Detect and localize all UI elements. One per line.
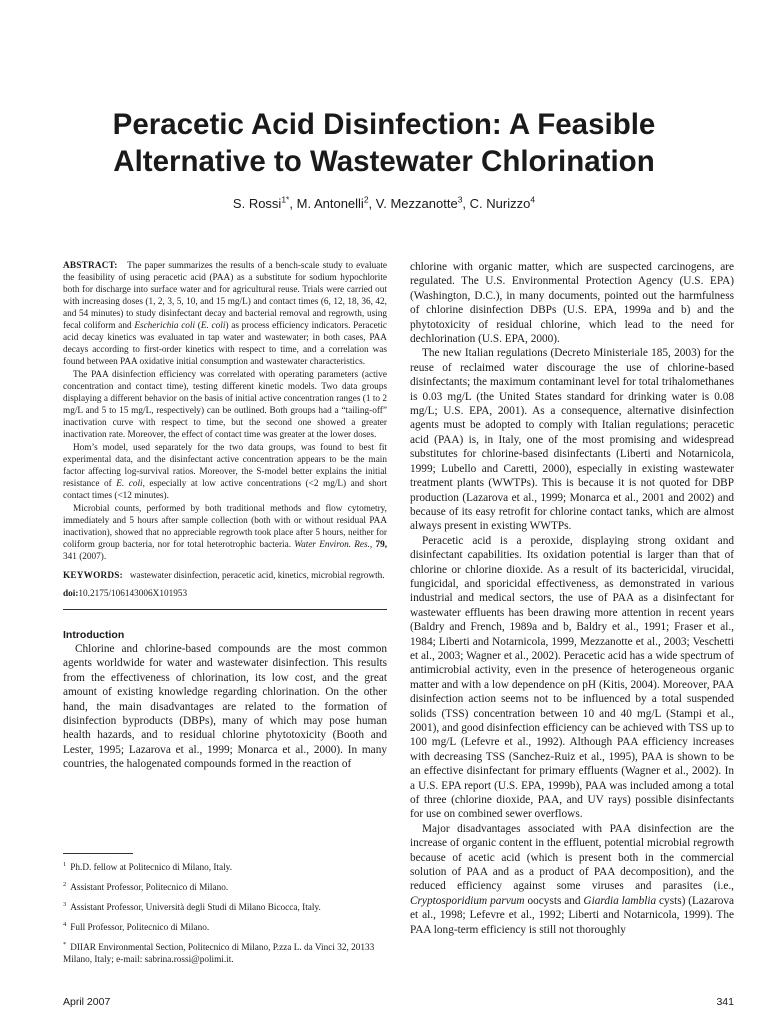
body-text: cysts) (Lazarova et al., 1998; Lefevre et al., 1992; Liberti and Notarnicola, 1999). The PAA long-term efficiency is still not thoroughly	[410, 894, 735, 936]
doi-value[interactable]: 10.2175/106143006X101953	[78, 589, 188, 599]
footnote-mark: 1	[63, 861, 67, 868]
abstract-label: ABSTRACT:	[63, 261, 118, 271]
footnote-mark: 3	[63, 901, 67, 909]
abstract-text: ) as process efficiency indicators. Peracetic acid decay kinetics was evaluated in tap water and wastewater; in both cases, PAA decays according to first-order kinetics with respect to time, and a correlation was found between PAA oxidative initial consumption and wastewater characteristics.	[63, 321, 387, 367]
footnote	[63, 939, 387, 966]
abstract-text: 341 (2007).	[63, 552, 107, 562]
footnote	[63, 859, 387, 874]
author-separator: ,	[368, 196, 376, 211]
author-separator: ,	[289, 196, 297, 211]
journal-name: Water Environ. Res.,	[294, 540, 373, 550]
right-column	[410, 260, 734, 937]
footnotes	[63, 859, 387, 971]
footnote-text: DIIAR Environmental Section, Politecnico di Milano, P.zza L. da Vinci 32, 20133 Milano, Italy; e-mail: sabrina.rossi@polimi.it.	[63, 943, 375, 966]
species-name: Cryptosporidium parvum	[410, 894, 525, 907]
abstract-paragraph	[63, 442, 387, 502]
footnote-divider	[63, 853, 133, 854]
section-divider	[63, 609, 387, 610]
body-paragraph: Chlorine and chlorine-based compounds are the most common agents worldwide for water and wastewater disinfection. This results from the effectiveness of chlorination, its low cost, and the great amount of existing knowledge regarding chlorination. On the other hand, the main disadvantages are related to the formation of disinfection byproducts (DBPs), many of which may pose human health hazards, and to residual chlorine phytotoxicity (Booth and Lester, 1995; Lazarova et al., 1999; Monarca et al., 2000). In many countries, the halogenated compounds formed in the reaction of	[63, 643, 387, 771]
author-separator: ,	[462, 196, 470, 211]
abstract-paragraph	[63, 260, 387, 368]
author-affiliation-mark: 3	[457, 194, 463, 205]
keywords-label: KEYWORDS:	[63, 571, 123, 581]
section-heading-introduction: Introduction	[63, 629, 125, 641]
footnote-mark: 2	[63, 881, 67, 889]
abstract-text: The paper summarizes the results of a bench-scale study to evaluate the feasibility of using peracetic acid (PAA) as a substitute for sodium hypochlorite both for discharge into surface water and for agricultural reuse. Trials were carried out with increasing doses (1, 2, 3, 5, 10, and 15 mg/L) and contact times (6, 12, 18, 36, 42, and 54 minutes) to study disinfectant decay and bacterial removal and regrowth, using fecal coliform and	[63, 261, 387, 331]
author-name: V. Mezzanotte	[375, 196, 458, 211]
body-paragraph	[410, 822, 734, 937]
abstract-text: (	[197, 321, 201, 331]
body-text: oocysts and	[527, 894, 581, 907]
footer-date: April 2007	[63, 996, 111, 1008]
introduction-body	[63, 642, 387, 772]
author-affiliation-mark: 2	[363, 194, 369, 205]
footnote-mark: 4	[63, 921, 67, 929]
page-number: 341	[716, 996, 734, 1008]
keywords	[63, 570, 387, 582]
species-name: Giardia lamblia	[583, 894, 657, 907]
abstract-paragraph	[63, 503, 387, 563]
author-affiliation-mark: 4	[530, 194, 536, 205]
title-line-2: Alternative to Wastewater Chlorination	[113, 145, 655, 178]
author-name: C. Nurizzo	[469, 196, 531, 211]
abstract-italic: E. coli	[116, 479, 143, 489]
abstract-text: Hom’s model, used separately for the two data groups, was found to best fit experimental data, and the disinfectant active concentration appears to be the main factor affecting log-survival ratios. Moreover, the S-model better explains the initial resistance of	[63, 443, 387, 489]
abstract-text: , especially at low active concentrations (<2 mg/L) and short contact times (<12 minutes).	[63, 479, 388, 501]
footnote-text: Assistant Professor, Politecnico di Milano.	[70, 883, 229, 894]
doi-label: doi:	[63, 589, 79, 599]
body-paragraph: Peracetic acid is a peroxide, displaying strong oxidant and disinfectant capabilities. Its oxidation potential is larger than that of chlorine or chlorine dioxide. As a result of its bactericidal, virucidal, fungicidal, and sporicidal effectiveness, as demonstrated in various industrial and medical sectors, the use of PAA as a disinfectant for wastewater effluents has been drawing more attention in recent years (Baldry and French, 1989a and b, Baldry et al., 1991; Fraser et al., 1984; Liberti and Notarnicola, 1999, Mezzanotte et al., 2003; Veschetti et al., 2003; Wagner et al., 2002). Peracetic acid has a wide spectrum of antimicrobial activity, even in the presence of heterogeneous organic matter and with a low dependence on pH (Kitis, 2004). Moreover, PAA disinfection action seems not to be influenced by a total suspended solids (TSS) concentration between 10 and 40 mg/L (Stampi et al., 2001), and good disinfection efficiency can be achieved with TSS up to 100 mg/L (Lefevre et al., 1992). Although PAA efficiency increases with decreasing TSS (Sanchez-Ruiz et al., 1995), PAA is shown to be an effective disinfectant for primary effluents (Wagner et al., 2002). In a U.S. EPA report (U.S. EPA, 1999b), PAA was included among a total of three (chlorine dioxide, PAA, and UV rays) possible disinfectants for use on combined sewer overflows.	[410, 534, 734, 821]
body-paragraph: The new Italian regulations (Decreto Ministeriale 185, 2003) for the reuse of reclaimed water discourage the use of chlorine-based disinfectants; the maximum contaminant level for total trihalomethanes is 0.03 mg/L (the United States standard for drinking water is 0.08 mg/L; U.S. EPA, 2001). As a consequence, alternative disinfection agents must be adopted to comply with Italian regulations; peracetic acid (PAA) is, in Italy, one of the most promising and widespread substitutes for chlorine-based disinfectants (Liberti and Notarnicola, 1999; Lubello and Caretti, 2000), especially in existing wastewater treatment plants (WWTPs). This is because it is not quoted for DBP production (Lazarova et al., 1999; Monarca et al., 2001 and 2002) and because of its easy retrofit for chlorine contact tanks, which are almost always present in existing WWTPs.	[410, 347, 734, 533]
abstract	[63, 260, 387, 563]
abstract-text: Microbial counts, performed by both traditional methods and flow cytometry, immediately and 5 hours after sample collection (both with or without residual PAA inactivation), showed that no appreciable regrowth took place after 5 hours, neither for coliform group bacteria, nor for total heterotrophic bacteria.	[63, 504, 387, 550]
abstract-italic: E. coli	[200, 321, 226, 331]
author-name: S. Rossi	[232, 196, 282, 211]
body-text: Major disadvantages associated with PAA disinfection are the increase of organic content in the effluent, potential microbial regrowth because of acetic acid (which is present both in the commercial solution of PAA and as a product of PAA decomposition), and the reduced efficiency against some viruses and parasites (i.e.,	[410, 822, 734, 893]
footnote	[63, 919, 387, 934]
footnote	[63, 879, 387, 894]
journal-volume: 79,	[375, 540, 388, 550]
abstract-italic: Escherichia coli	[134, 321, 196, 331]
footnote-text: Full Professor, Politecnico di Milano.	[70, 923, 210, 934]
left-column	[63, 260, 387, 772]
footnote-text: Ph.D. fellow at Politecnico di Milano, Italy.	[70, 863, 233, 874]
footnote-text: Assistant Professor, Università degli Studi di Milano Bicocca, Italy.	[70, 903, 321, 914]
author-name: M. Antonelli	[296, 196, 364, 211]
keywords-text: wastewater disinfection, peracetic acid, kinetics, microbial regrowth.	[129, 571, 385, 581]
abstract-paragraph: The PAA disinfection efficiency was correlated with operating parameters (active concentration and contact time), testing different kinetic models. Two data groups displaying a different behavior on the basis of initial active concentration ranges (1 to 2 mg/L and 5 to 15 mg/L, respectively) can be outlined. Both groups had a “tailing-off” inactivation curve with respect to time, but the second one showed a greater inactivation rate. Moreover, the effect of contact time was greater at the lower doses.	[63, 370, 387, 440]
footnote	[63, 899, 387, 914]
title-line-1: Peracetic Acid Disinfection: A Feasible	[112, 108, 656, 141]
body-paragraph: chlorine with organic matter, which are suspected carcinogens, are regulated. The U.S. Environmental Protection Agency (U.S. EPA) (Washington, D.C.), in many documents, pointed out the harmfulness of chlorine disinfection DBPs (U.S. EPA, 1999a and b) and the phytotoxicity of residual chlorine, which lead to the need for dechlorination (U.S. EPA, 2000).	[410, 261, 734, 346]
paper-title	[60, 106, 708, 180]
footnote-mark: *	[63, 941, 67, 949]
doi	[63, 588, 387, 600]
author-list	[60, 195, 708, 213]
author-affiliation-mark: 1*	[281, 194, 290, 205]
